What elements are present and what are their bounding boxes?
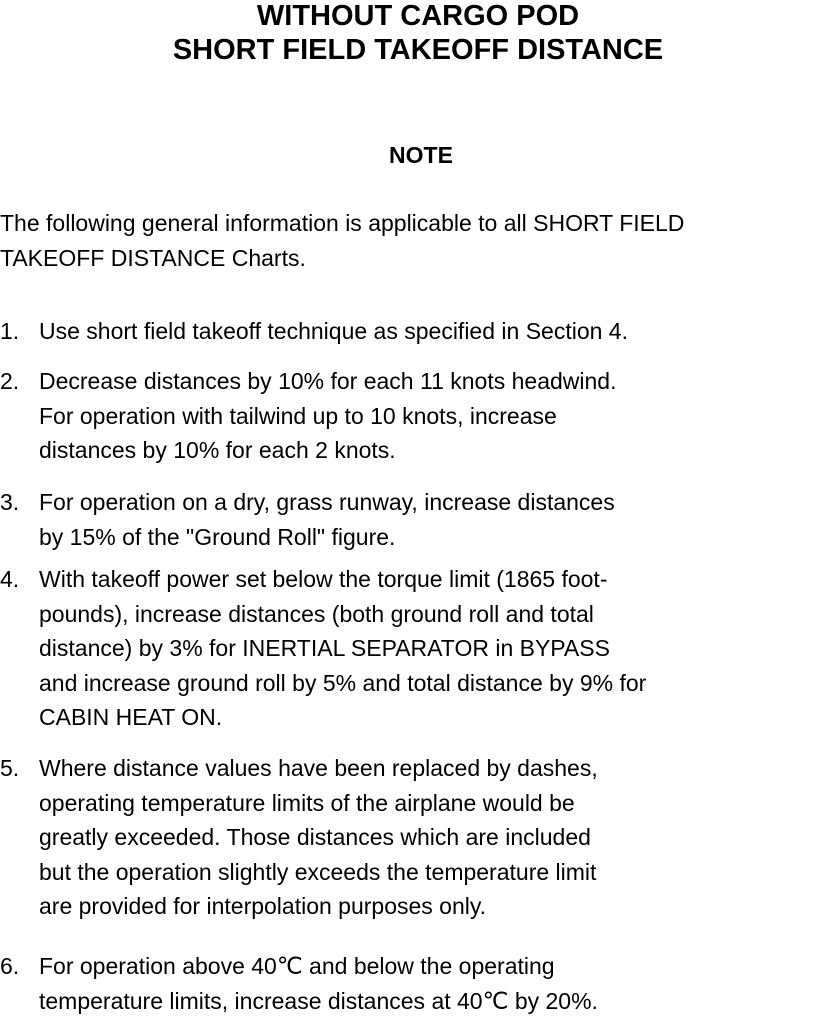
note-item-number: 3.	[0, 485, 19, 520]
note-item-line: For operation on a dry, grass runway, increase distances	[39, 485, 615, 520]
note-item-number: 4.	[0, 562, 19, 597]
note-item-line: Use short field takeoff technique as specified in Section 4.	[39, 314, 628, 349]
note-item-text	[39, 751, 598, 924]
note-item-line: With takeoff power set below the torque limit (1865 foot-	[39, 562, 646, 597]
note-item-line: and increase ground roll by 5% and total distance by 9% for	[39, 666, 646, 701]
note-item-line: but the operation slightly exceeds the temperature limit	[39, 855, 598, 890]
note-item-line: temperature limits, increase distances at 40℃ by 20%.	[39, 984, 598, 1018]
note-intro	[0, 206, 836, 276]
note-item-line: operating temperature limits of the airplane would be	[39, 786, 598, 821]
note-item-line: pounds), increase distances (both ground roll and total	[39, 597, 646, 632]
note-item-line: are provided for interpolation purposes only.	[39, 889, 598, 924]
note-item-line: distances by 10% for each 2 knots.	[39, 433, 616, 468]
note-intro-line: TAKEOFF DISTANCE Charts.	[0, 241, 836, 276]
note-intro-line: The following general information is applicable to all SHORT FIELD	[0, 206, 836, 241]
note-item-number: 6.	[0, 949, 19, 984]
note-item-line: For operation with tailwind up to 10 knots, increase	[39, 399, 616, 434]
page-title-line-1: WITHOUT CARGO POD	[0, 0, 836, 33]
note-item-line: greatly exceeded. Those distances which are included	[39, 820, 598, 855]
note-item-number: 1.	[0, 314, 19, 349]
note-item-number: 5.	[0, 751, 19, 786]
note-item-text	[39, 562, 646, 735]
note-item-text	[39, 314, 628, 349]
note-heading: NOTE	[0, 141, 836, 169]
note-item-number: 2.	[0, 364, 19, 399]
note-item-line: CABIN HEAT ON.	[39, 700, 646, 735]
note-item-text	[39, 485, 615, 554]
page-title-line-2: SHORT FIELD TAKEOFF DISTANCE	[0, 34, 836, 67]
note-item-line: distance) by 3% for INERTIAL SEPARATOR in BYPASS	[39, 631, 646, 666]
note-item-line: Decrease distances by 10% for each 11 knots headwind.	[39, 364, 616, 399]
note-item-text	[39, 949, 598, 1018]
note-item-line: For operation above 40℃ and below the operating	[39, 949, 598, 984]
note-item-text	[39, 364, 616, 468]
note-item-line: Where distance values have been replaced by dashes,	[39, 751, 598, 786]
note-item-line: by 15% of the "Ground Roll" figure.	[39, 520, 615, 555]
